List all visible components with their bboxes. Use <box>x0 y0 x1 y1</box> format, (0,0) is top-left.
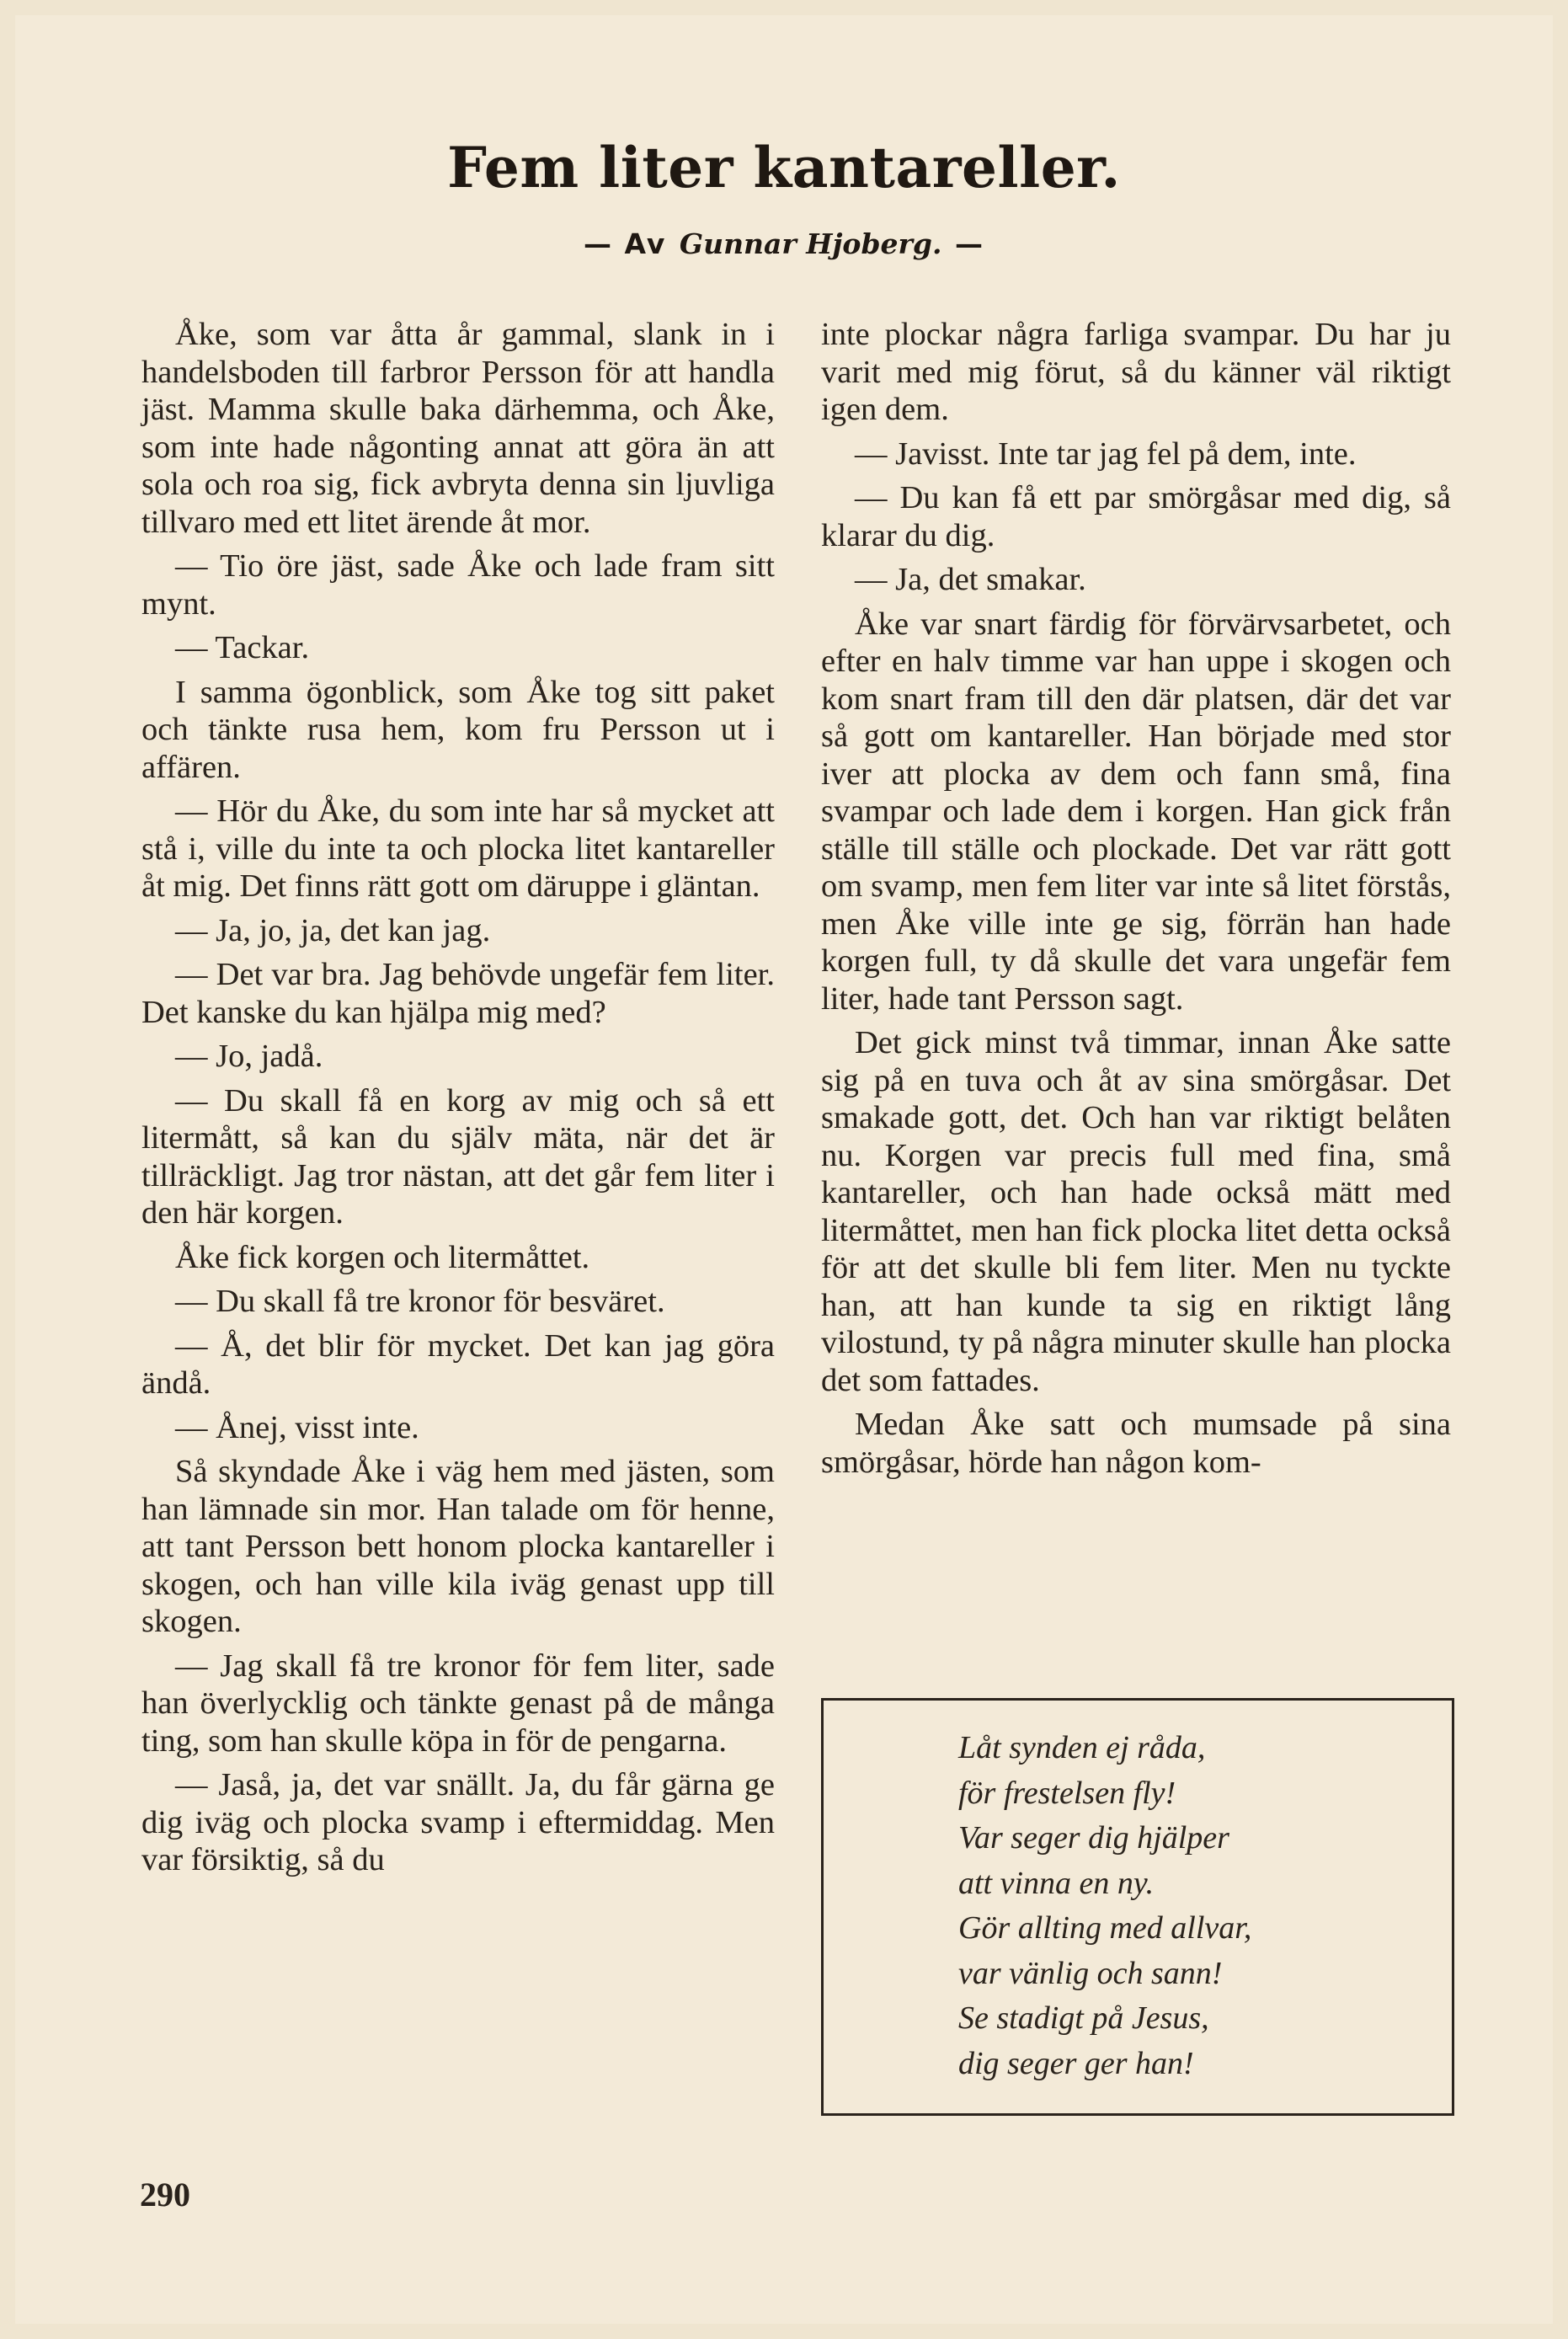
paragraph: Åke, som var åtta år gammal, slank in i handelsboden till farbror Persson för att handla jäst. Mamma skulle baka därhemma, och Åke, som inte hade någonting annat att göra än att sola och roa sig, fick avbryta denna sin ljuvliga tillvaro med ett litet ärende åt mor. <box>141 317 775 540</box>
paragraph: — Hör du Åke, du som inte har så mycket att stå i, ville du inte ta och plocka litet kantareller åt mig. Det finns rätt gott om däruppe i gläntan. <box>141 793 775 904</box>
paragraph: — Tio öre jäst, sade Åke och lade fram sitt mynt. <box>141 548 775 622</box>
poem-line: för frestelsen fly! <box>958 1775 1176 1811</box>
poem-line: att vinna en ny. <box>958 1865 1155 1901</box>
poem-line: Var seger dig hjälper <box>958 1820 1229 1856</box>
paragraph: — Javisst. Inte tar jag fel på dem, inte. <box>855 435 1357 472</box>
paragraph: I samma ögonblick, som Åke tog sitt paket och tänkte rusa hem, kom fru Persson ut i affären. <box>141 674 775 785</box>
paragraph: — Det var bra. Jag behövde ungefär fem liter. Det kanske du kan hjälpa mig med? <box>141 957 775 1030</box>
paragraph: — Du kan få ett par smörgåsar med dig, så klarar du dig. <box>821 480 1451 553</box>
poem-box <box>821 1698 1454 2116</box>
paragraph: — Jo, jadå. <box>175 1039 323 1074</box>
author-name: Gunnar Hjoberg. <box>679 227 942 260</box>
byline-suffix: — <box>954 227 984 260</box>
paragraph: — Du skall få tre kronor för besväret. <box>175 1284 665 1319</box>
right-column <box>821 316 1451 1487</box>
paragraph: inte plockar några farliga svampar. Du har ju varit med mig förut, så du känner väl riktigt igen dem. <box>821 317 1451 427</box>
paragraph: — Jaså, ja, det var snällt. Ja, du får gärna ge dig iväg och plocka svamp i eftermiddag. Men var försiktig, så du <box>141 1767 775 1877</box>
poem-line: var vänlig och sann! <box>958 1955 1223 1991</box>
article-title: Fem liter kantareller. <box>447 135 1121 200</box>
poem-line: dig seger ger han! <box>958 2045 1194 2081</box>
byline <box>0 227 1568 260</box>
left-column <box>141 316 775 1886</box>
paragraph: Medan Åke satt och mumsade på sina smörgåsar, hörde han någon kom- <box>821 1407 1451 1480</box>
page-number: 290 <box>140 2176 190 2214</box>
byline-prefix: — Av <box>584 227 667 260</box>
paragraph: Åke fick korgen och litermåttet. <box>175 1239 590 1275</box>
paragraph: Så skyndade Åke i väg hem med jästen, som han lämnade sin mor. Han talade om för henne, att tant Persson bett honom plocka kantareller i skogen, och han ville kila iväg genast upp till skogen. <box>141 1454 775 1639</box>
paragraph: Åke var snart färdig för förvärvsarbetet, och efter en halv timme var han uppe i skogen och kom snart fram till den där platsen, där det var så gott om kantareller. Han började med stor iver att plocka av dem och fann små, fina svampar och lade dem i korgen. Han gick från ställe till ställe och plockade. Det var rätt gott om svamp, men fem liter var inte så litet förstås, men Åke ville inte ge sig, förrän han hade korgen full, ty då skulle det vara ungefär fem liter, hade tant Persson sagt. <box>821 606 1451 1017</box>
paragraph: — Ja, det smakar. <box>855 562 1086 597</box>
paragraph: — Du skall få en korg av mig och så ett litermått, så kan du själv mäta, när det är tillräckligt. Jag tror nästan, att det går fem liter i den här korgen. <box>141 1082 775 1231</box>
paragraph: Det gick minst två timmar, innan Åke satte sig på en tuva och åt av sina smörgåsar. Det smakade gott, det. Och han var riktigt belåten nu. Korgen var precis full med fina, små kantareller, och han hade också mätt med litermåttet, men han fick plocka litet detta också för att det skulle bli fem liter. Men nu tyckte han, att han kunde ta sig en riktigt lång vilostund, ty på några minuter skulle han plocka det som fattades. <box>821 1025 1451 1398</box>
paragraph: — Å, det blir för mycket. Det kan jag göra ändå. <box>141 1327 775 1401</box>
paragraph: — Jag skall få tre kronor för fem liter, sade han överlycklig och tänkte genast på de många ting, som han skulle köpa in för de pengarna. <box>141 1647 775 1759</box>
poem-line: Se stadigt på Jesus, <box>958 2000 1209 2036</box>
paragraph: — Tackar. <box>175 630 310 665</box>
poem-line: Låt synden ej råda, <box>958 1730 1206 1765</box>
poem-line: Gör allting med allvar, <box>958 1910 1252 1946</box>
paragraph: — Ja, jo, ja, det kan jag. <box>175 912 491 948</box>
paragraph: — Ånej, visst inte. <box>175 1409 419 1445</box>
